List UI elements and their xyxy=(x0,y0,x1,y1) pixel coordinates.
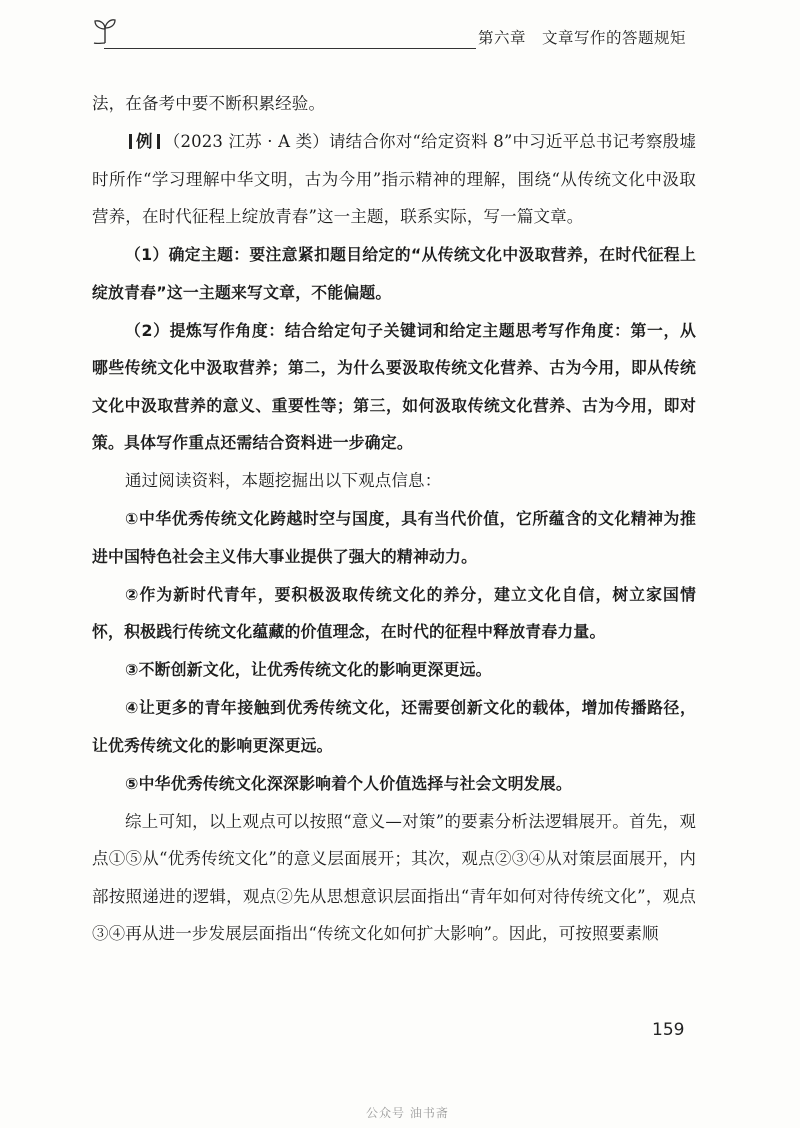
summary-paragraph: 综上可知，以上观点可以按照“意义—对策”的要素分析法逻辑展开。首先，观点①⑤从“优秀传统文化”的意义层面展开；其次，观点②③④从对策层面展开，内部按照递进的逻辑，观点②先从思想意识层面指出“青年如何对待传统文化”，观点③④再从进一步发展层面指出“传统文化如何扩大影响”。因此，可按照要素顺 xyxy=(92,811,696,943)
page-number: 159 xyxy=(652,1020,685,1040)
example-text: （2023 江苏 · A 类）请结合你对“给定资料 8”中习近平总书记考察殷墟时所作“学习理解中华文明，古为今用”指示精神的理解，围绕“从传统文化中汲取营养，在时代征程上绽放青春”这一主题，联系实际，写一篇文章。 xyxy=(92,132,696,226)
chapter-heading xyxy=(478,26,686,48)
paragraph-continuation: 法，在备考中要不断积累经验。 xyxy=(92,94,326,113)
viewpoint-3: ③不断创新文化，让优秀传统文化的影响更深更远。 xyxy=(125,660,492,679)
viewpoint-2: ②作为新时代青年，要积极汲取传统文化的养分，建立文化自信，树立家国情怀，积极践行传统文化蕴藏的价值理念，在时代的征程中释放青春力量。 xyxy=(92,584,696,641)
sprout-icon xyxy=(92,16,118,44)
running-header xyxy=(92,14,700,54)
example-label: 例 xyxy=(136,132,153,151)
body-text xyxy=(92,85,696,953)
header-rule xyxy=(104,48,476,49)
example-bar-right xyxy=(157,134,160,149)
viewpoints-intro: 通过阅读资料，本题挖掘出以下观点信息： xyxy=(125,471,442,490)
viewpoint-4: ④让更多的青年接触到优秀传统文化，还需要创新文化的载体，增加传播路径，让优秀传统文化的影响更深更远。 xyxy=(92,698,696,755)
step-2: （2）提炼写作角度：结合给定句子关键词和给定主题思考写作角度：第一，从哪些传统文化中汲取营养；第二，为什么要汲取传统文化营养、古为今用，即从传统文化中汲取营养的意义、重要性等；第三，如何汲取传统文化营养、古为今用，即对策。具体写作重点还需结合资料进一步确定。 xyxy=(92,320,696,452)
example-bar-left xyxy=(129,134,132,149)
chapter-number: 第六章 xyxy=(478,29,527,47)
watermark: 公众号 油书斋 xyxy=(366,1106,449,1120)
viewpoint-5: ⑤中华优秀传统文化深深影响着个人价值选择与社会文明发展。 xyxy=(125,773,572,793)
chapter-title: 文章写作的答题规矩 xyxy=(542,29,687,47)
viewpoint-1: ①中华优秀传统文化跨越时空与国度，具有当代价值，它所蕴含的文化精神为推进中国特色社会主义伟大事业提供了强大的精神动力。 xyxy=(92,509,696,566)
example-paragraph xyxy=(92,123,696,236)
step-1: （1）确定主题：要注意紧扣题目给定的“从传统文化中汲取营养，在时代征程上绽放青春”这一主题来写文章，不能偏题。 xyxy=(92,245,696,302)
